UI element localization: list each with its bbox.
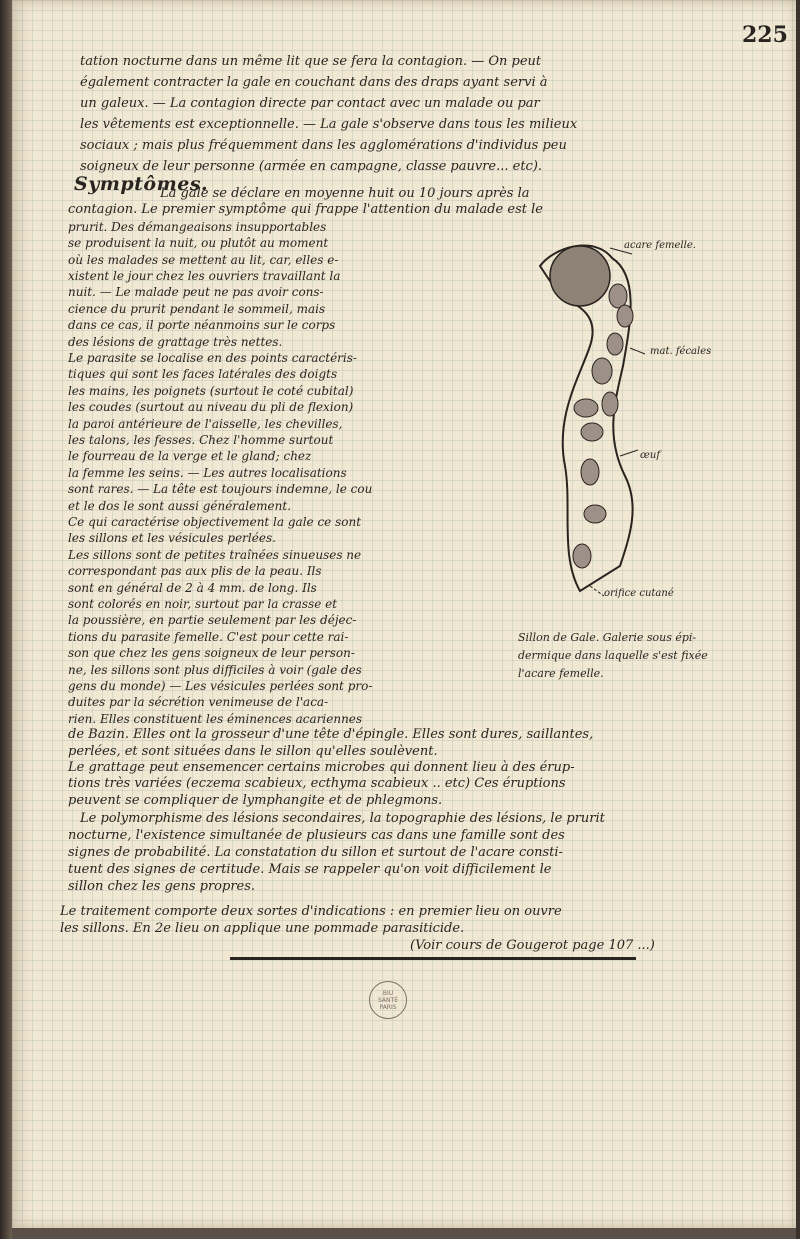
text-line: rien. Elles constituent les éminences acariennes — [68, 711, 363, 726]
text-line: la femme les seins. — Les autres localisations — [68, 465, 347, 480]
library-stamp — [369, 981, 407, 1019]
text-line: correspondant pas aux plis de la peau. Ils — [68, 564, 322, 579]
heading-symptomes: Symptômes. — [74, 173, 209, 195]
text-line: les mains, les poignets (surtout le coté cubital) — [68, 383, 354, 398]
text-line: tions du parasite femelle. C'est pour cette rai- — [68, 629, 349, 644]
page-number: 225 — [742, 22, 788, 48]
text-line: sont en général de 2 à 4 mm. de long. Ils — [68, 580, 317, 595]
text-line: tions très variées (eczema scabieux, ecthyma scabieux .. etc) Ces éruptions — [68, 776, 566, 792]
text-line: perlées, et sont situées dans le sillon qu'elles soulèvent. — [68, 743, 438, 759]
mite-burrow-sketch — [520, 236, 750, 616]
text-line: la paroi antérieure de l'aisselle, les chevilles, — [68, 416, 343, 431]
text-line: peuvent se compliquer de lymphangite et de phlegmons. — [68, 792, 443, 808]
text-line: Le parasite se localise en des points caractéris- — [68, 351, 357, 365]
text-line: tiques qui sont les faces latérales des doigts — [68, 367, 338, 382]
text-line: duites par la sécrétion venimeuse de l'aca- — [68, 695, 329, 710]
sketch-caption-3: l'acare femelle. — [518, 667, 604, 680]
label-matieres-fecales: mat. fécales — [650, 346, 712, 357]
text-line: des lésions de grattage très nettes. — [68, 334, 283, 349]
text-line: les talons, les fesses. Chez l'homme surtout — [68, 433, 334, 447]
text-line: ne, les sillons sont plus difficiles à voir (gale des — [68, 662, 362, 677]
text-line: sont colorés en noir, surtout par la crasse et — [68, 597, 338, 611]
text-line: gens du monde) — Les vésicules perlées sont pro- — [68, 679, 373, 693]
text-line: sont rares. — La tête est toujours indemne, le cou — [68, 482, 373, 497]
text-line: tation nocturne dans un même lit que se fera la contagion. — On peut — [80, 54, 542, 69]
text-line: le fourreau de la verge et le gland; chez — [68, 449, 312, 464]
stamp-line: SANTÉ — [378, 996, 398, 1004]
text-line: Le grattage peut ensemencer certains microbes qui donnent lieu à des érup- — [68, 760, 575, 775]
text-line: les vêtements est exceptionnelle. — La gale s'observe dans tous les milieux — [80, 117, 578, 132]
closing-rule — [230, 957, 636, 960]
stamp-line: PARIS — [379, 1003, 397, 1011]
text-line: dans ce cas, il porte néanmoins sur le corps — [68, 318, 336, 333]
text-line: également contracter la gale en couchant dans des draps ayant servi à — [80, 75, 548, 90]
diagnosis-line: tuent des signes de certitude. Mais se rappeler qu'on voit difficilement le — [68, 861, 552, 877]
text-line: xistent le jour chez les ouvriers travaillant la — [68, 269, 341, 283]
text-line: de Bazin. Elles ont la grosseur d'une tête d'épingle. Elles sont dures, saillantes, — [68, 727, 594, 743]
diagnosis-line: sillon chez les gens propres. — [68, 878, 256, 894]
text-line: un galeux. — La contagion directe par contact avec un malade ou par — [80, 96, 540, 111]
label-orifice-cutane: orifice cutané — [604, 588, 674, 599]
label-acare-femelle: acare femelle. — [624, 240, 696, 251]
text-line: son que chez les gens soigneux de leur person- — [68, 646, 355, 661]
treatment-line: les sillons. En 2e lieu on applique une pommade parasiticide. — [60, 920, 465, 936]
text-line: Ce qui caractérise objectivement la gale ce sont — [68, 515, 362, 529]
label-oeuf: œuf — [640, 450, 661, 461]
diagnosis-line: Le polymorphisme des lésions secondaires, la topographie des lésions, le prurit — [80, 810, 605, 826]
sketch-caption-1: Sillon de Gale. Galerie sous épi- — [518, 631, 697, 644]
text-line: les coudes (surtout au niveau du pli de flexion) — [68, 400, 354, 415]
text-line: contagion. Le premier symptôme qui frappe l'attention du malade est le — [68, 202, 543, 218]
text-line: où les malades se mettent au lit, car, elles e- — [68, 252, 339, 267]
text-line: La gale se déclare en moyenne huit ou 10 jours après la — [160, 186, 530, 201]
text-line: cience du prurit pendant le sommeil, mais — [68, 301, 326, 316]
page-edge — [796, 0, 800, 1239]
notebook-binding — [0, 0, 12, 1239]
text-line: soigneux de leur personne (armée en campagne, classe pauvre... etc). — [80, 159, 543, 174]
text-line: la poussière, en partie seulement par les déjec- — [68, 613, 357, 628]
text-line: et le dos le sont aussi généralement. — [68, 498, 292, 513]
text-line: nuit. — Le malade peut ne pas avoir cons- — [68, 285, 324, 300]
text-line: se produisent la nuit, ou plutôt au moment — [68, 236, 329, 251]
treatment-line: Le traitement comporte deux sortes d'indications : en premier lieu on ouvre — [60, 903, 562, 919]
notebook-page — [12, 0, 796, 1228]
treatment-line: (Voir cours de Gougerot page 107 ...) — [410, 937, 655, 953]
sketch-caption-2: dermique dans laquelle s'est fixée — [518, 649, 708, 662]
diagnosis-line: nocturne, l'existence simultanée de plusieurs cas dans une famille sont des — [68, 827, 565, 843]
stamp-line: BIU — [382, 989, 394, 997]
text-line: sociaux ; mais plus fréquemment dans les agglomérations d'individus peu — [80, 138, 567, 153]
text-line: Les sillons sont de petites traînées sinueuses ne — [68, 547, 362, 562]
text-line: prurit. Des démangeaisons insupportables — [68, 219, 327, 234]
text-line: les sillons et les vésicules perlées. — [68, 531, 276, 546]
diagnosis-line: signes de probabilité. La constatation du sillon et surtout de l'acare consti- — [68, 844, 563, 860]
